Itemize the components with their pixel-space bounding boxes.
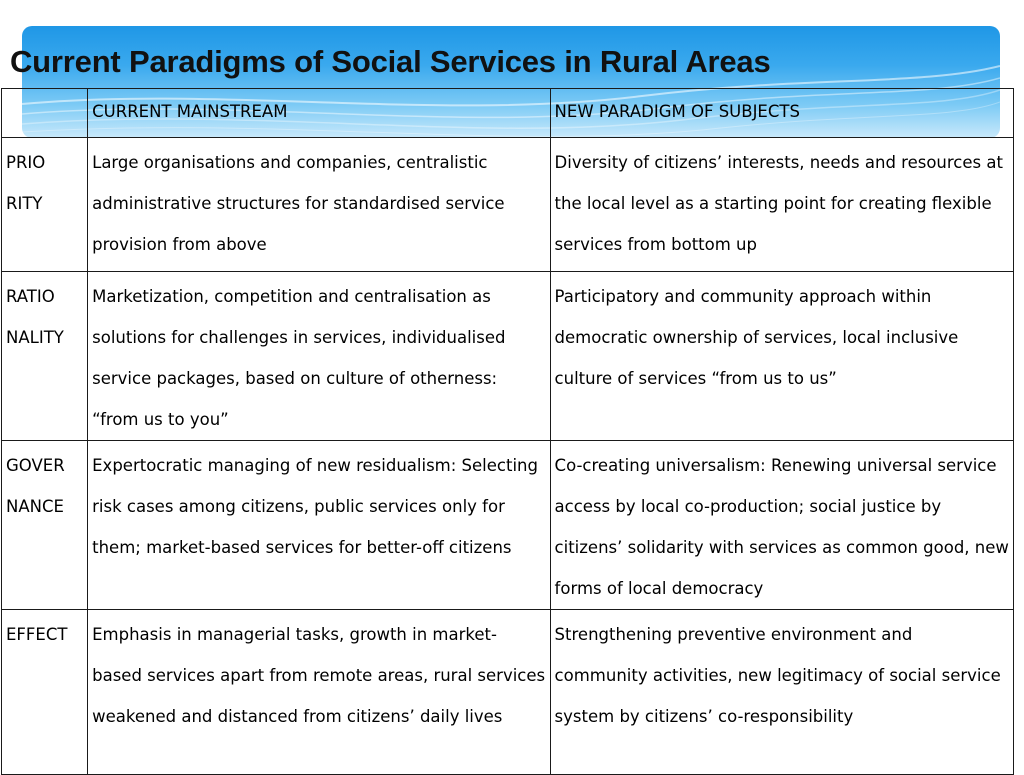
table-header-row [2,89,1014,138]
table-row-priority [2,138,1014,272]
row-label-line: RATIO [6,287,55,306]
row-label-rationality [2,272,88,441]
header-cell-new-paradigm: NEW PARADIGM OF SUBJECTS [550,89,1013,138]
row-label-line: RITY [6,194,43,213]
row-label-line: NANCE [6,497,64,516]
header-cell-current-mainstream: CURRENT MAINSTREAM [88,89,550,138]
paradigm-table [1,88,1014,775]
slide-title: Current Paradigms of Social Services in Rural Areas [10,44,771,79]
table-row-effect [2,610,1014,775]
cell-new-paradigm: Participatory and community approach within democratic ownership of services, local inclusive culture of services “from us to us” [550,272,1013,441]
cell-mainstream: Emphasis in managerial tasks, growth in market-based services apart from remote areas, rural services weakened and distanced from citizens’ daily lives [88,610,550,775]
table-row-governance [2,441,1014,610]
header-cell-empty [2,89,88,138]
row-label-governance [2,441,88,610]
cell-new-paradigm: Strengthening preventive environment and community activities, new legitimacy of social service system by citizens’ co-responsibility [550,610,1013,775]
cell-mainstream: Marketization, competition and centralisation as solutions for challenges in services, individualised service packages, based on culture of otherness: “from us to you” [88,272,550,441]
cell-new-paradigm: Co-creating universalism: Renewing universal service access by local co-production; social justice by citizens’ solidarity with services as common good, new forms of local democracy [550,441,1013,610]
cell-mainstream: Large organisations and companies, centralistic administrative structures for standardised service provision from above [88,138,550,272]
row-label-effect [2,610,88,775]
row-label-priority [2,138,88,272]
row-label-line: NALITY [6,328,64,347]
row-label-line: EFFECT [6,625,68,644]
row-label-line: GOVER [6,456,65,475]
row-label-line: PRIO [6,153,46,172]
cell-new-paradigm: Diversity of citizens’ interests, needs and resources at the local level as a starting point for creating flexible services from bottom up [550,138,1013,272]
cell-mainstream: Expertocratic managing of new residualism: Selecting risk cases among citizens, public services only for them; market-based services for better-off citizens [88,441,550,610]
table-row-rationality [2,272,1014,441]
